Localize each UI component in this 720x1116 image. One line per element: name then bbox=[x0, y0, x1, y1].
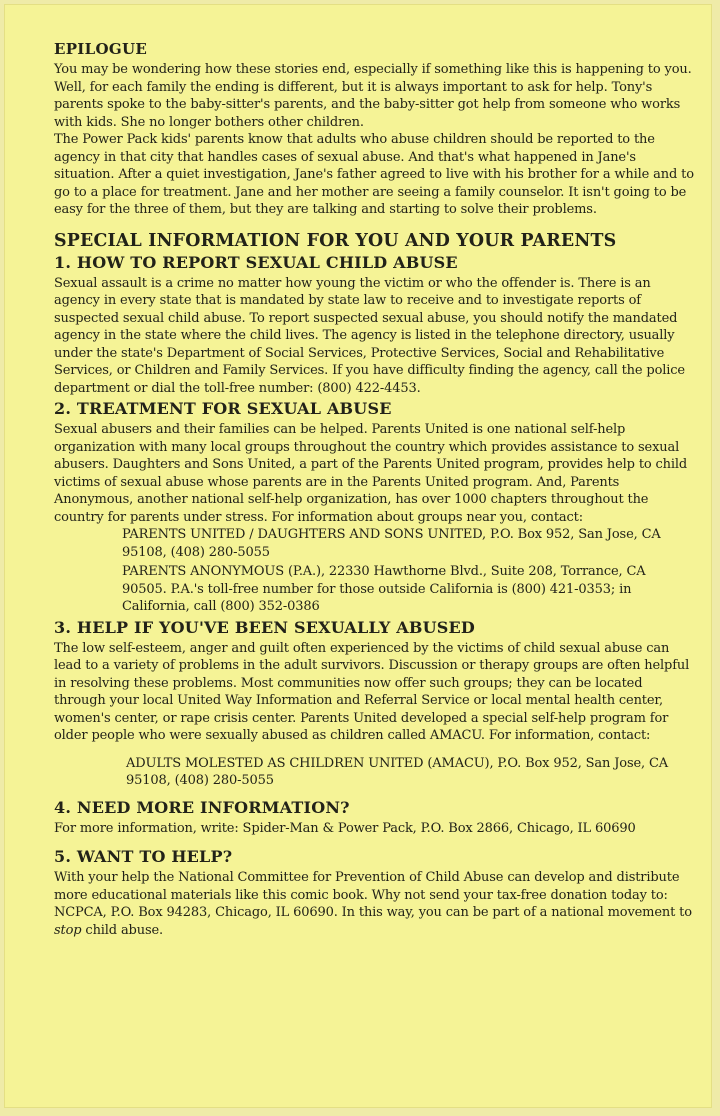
epilogue-title: EPILOGUE bbox=[54, 40, 148, 58]
amacu-address: ADULTS MOLESTED AS CHILDREN UNITED (AMACU), P.O. Box 952, San Jose, CA 95108, (408) 280-5055 bbox=[126, 755, 669, 788]
section-2-text: Sexual abusers and their families can be helped. Parents United is one national self-help organization with many local groups throughout the country which provides assistance to sexual abusers. Daughters and Sons United, a part of the Parents United program, provides help to child victims of sexual abuse whose parents are in the Parents United program. And, Parents Anonymous, another national self-help organization, has over 1000 chapters throughout the country for parents under stress. For information about groups near you, contact: bbox=[54, 422, 688, 525]
stop-emphasis: stop bbox=[54, 922, 82, 938]
section-5-text bbox=[54, 869, 694, 939]
epilogue-paragraph-2: The Power Pack kids' parents know that adults who abuse children should be reported to the agency in that city that handles cases of sexual abuse. And that's what happened in Jane's situation. After a quiet investigation, Jane's father agreed to live with his brother for a while and to go to a place for treatment. Jane and her mother are seeing a family counselor. It isn't going to be easy for the three of them, but they are talking and starting to solve their problems. bbox=[54, 132, 694, 217]
section-5-heading: 5. WANT TO HELP? bbox=[54, 847, 233, 866]
section-5-text-end: child abuse. bbox=[81, 922, 164, 938]
document-body bbox=[54, 40, 694, 939]
page bbox=[4, 4, 712, 1108]
section-2-heading: 2. TREATMENT FOR SEXUAL ABUSE bbox=[54, 399, 392, 418]
parents-united-address: PARENTS UNITED / DAUGHTERS AND SONS UNITED, P.O. Box 952, San Jose, CA 95108, (408) 280-5055 bbox=[122, 527, 661, 560]
epilogue-paragraph-1: You may be wondering how these stories end, especially if something like this is happening to you. Well, for each family the ending is different, but it is always important to ask for help. Tony's parents spoke to the baby-sitter's parents, and the baby-sitter got help from someone who works with kids. She no longer bothers other children. bbox=[54, 62, 692, 130]
special-info-heading: SPECIAL INFORMATION FOR YOU AND YOUR PARENTS bbox=[54, 230, 617, 251]
section-1-text: Sexual assault is a crime no matter how young the victim or who the offender is. There is an agency in every state that is mandated by state law to receive and to investigate reports of suspected sexual child abuse. To report suspected sexual abuse, you should notify the mandated agency in the state where the child lives. The agency is listed in the telephone directory, usually under the state's Department of Social Services, Protective Services, Social and Rehabilitative Services, or Children and Family Services. If you have difficulty finding the agency, call the police department or dial the toll-free number: (800) 422-4453. bbox=[54, 275, 685, 396]
parents-anonymous-address: PARENTS ANONYMOUS (P.A.), 22330 Hawthorne Blvd., Suite 208, Torrance, CA 90505. P.A.'s toll-free number for those outside California is (800) 421-0353; in California, call (800) 352-0386 bbox=[122, 564, 646, 614]
section-4-text: For more information, write: Spider-Man & Power Pack, P.O. Box 2866, Chicago, IL 60690 bbox=[54, 820, 636, 836]
section-4-heading: 4. NEED MORE INFORMATION? bbox=[54, 797, 350, 817]
section-3-heading: 3. HELP IF YOU'VE BEEN SEXUALLY ABUSED bbox=[54, 617, 475, 637]
section-5-text-start: With your help the National Committee for Prevention of Child Abuse can develop and distribute more educational materials like this comic book. Why not send your tax-free donation today to: NCPCA, P.O. Box 94283, Chicago, IL 60690. In this way, you can be part of a national movement to bbox=[54, 870, 692, 920]
section-1-heading: 1. HOW TO REPORT SEXUAL CHILD ABUSE bbox=[54, 252, 458, 272]
section-3-text: The low self-esteem, anger and guilt often experienced by the victims of child sexual abuse can lead to a variety of problems in the adult survivors. Discussion or therapy groups are often helpful in resolving these problems. Most communities now offer such groups; they can be located through your local United Way Information and Referral Service or local mental health center, women's center, or rape crisis center. Parents United developed a special self-help program for older people who were sexually abused as children called AMACU. For information, contact: bbox=[54, 640, 690, 743]
